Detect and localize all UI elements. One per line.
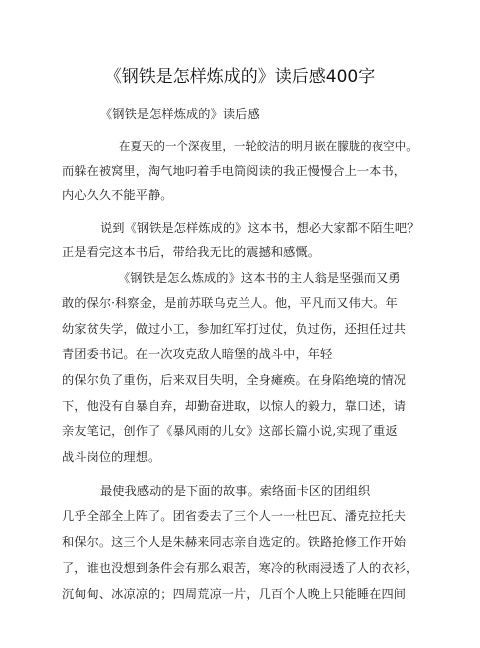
body-line: 青团委书记。在一次攻克敌人暗堡的战斗中，年轻: [62, 347, 333, 361]
body-line: 的保尔负了重伤，后来双目失明，全身瘫痪。在身陷绝境的情况: [62, 373, 407, 387]
body-line: 幼家贫失学，做过小工，参加红军打过仗，负过伤，还担任过共: [62, 322, 407, 336]
body-line: 最使我感动的是下面的故事。索络面卡区的团组织: [100, 484, 371, 498]
body-line: 说到《钢铁是怎样炼成的》这本书，想必大家都不陌生吧？: [100, 221, 420, 235]
page-title: 《钢铁是怎样炼成的》读后感400字: [104, 67, 376, 87]
body-line: 下，他没有自暴自弃，却勤奋进取，以惊人的毅力，靠口述，请: [62, 399, 407, 413]
body-line: 而躲在被窝里，淘气地叼着手电筒阅读的我正慢慢合上一本书，: [62, 164, 407, 178]
body-line: 在夏天的一个深夜里，一轮皎洁的明月嵌在朦胧的夜空中。: [119, 139, 418, 153]
body-line: 沉甸甸、冰凉凉的；四周荒凉一片，几百个人晚上只能睡在四间: [62, 587, 407, 601]
body-line: 正是看完这本书后，带给我无比的震撼和感慨。: [62, 245, 321, 259]
body-line: 亲友笔记，创作了《暴风雨的儿女》这部长篇小说,实现了重返: [62, 424, 398, 438]
body-line: 几乎全部全上阵了。团省委去了三个人一一杜巴瓦、潘克拉托夫: [62, 509, 407, 523]
body-line: 敢的保尔·科察金，是前苏联乌克兰人。他，平凡而又伟大。年: [62, 296, 398, 310]
body-line: 了，谁也没想到条件会有那么艰苦，寒冷的秋雨浸透了人的衣衫，: [62, 561, 419, 575]
body-line: 战斗岗位的理想。: [62, 450, 161, 464]
body-line: 内心久久不能平静。: [62, 188, 173, 202]
body-line: 和保尔。这三个人是朱赫来同志亲自选定的。铁路抢修工作开始: [62, 535, 407, 549]
body-line: 《钢铁是怎么炼成的》这本书的主人翁是坚强而又勇: [118, 271, 401, 285]
body-line: 《钢铁是怎样炼成的》读后感: [100, 107, 260, 121]
